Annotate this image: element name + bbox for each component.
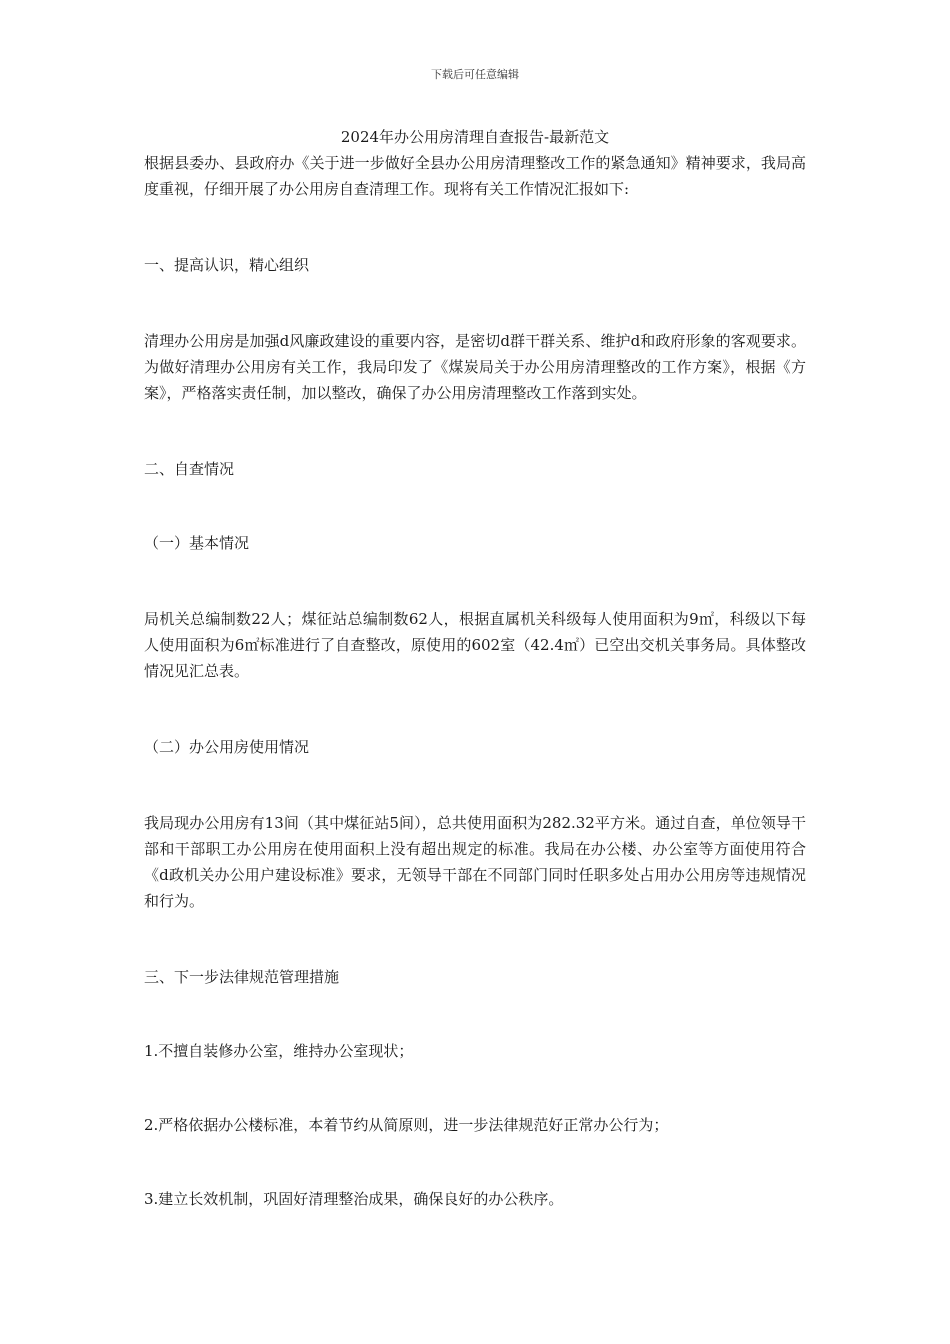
measure-item: 2.严格依据办公楼标准，本着节约从简原则，进一步法律规范好正常办公行为； [144, 1116, 669, 1134]
section-2-sub1-heading: （一）基本情况 [144, 534, 250, 552]
section-2-sub1-body: 局机关总编制数22人；煤征站总编制数62人，根据直属机关科级每人使用面积为9㎡，科级以下每人使用面积为6㎡标准进行了自查整改，原使用的602室（42.4㎡）已空出交机关事务局。具体整改情况见汇总表。 [144, 610, 806, 680]
section-3-heading: 三、下一步法律规范管理措施 [144, 968, 340, 986]
measure-item: 1.不擅自装修办公室，维持办公室现状； [144, 1042, 414, 1060]
document-body [144, 124, 806, 1212]
section-1-body: 清理办公用房是加强d风廉政建设的重要内容，是密切d群干群关系、维护d和政府形象的客观要求。为做好清理办公用房有关工作，我局印发了《煤炭局关于办公用房清理整改的工作方案》，根据《方案》，严格落实责任制，加以整改，确保了办公用房清理整改工作落到实处。 [144, 332, 806, 402]
header-note: 下载后可任意编辑 [431, 68, 519, 81]
spacer [144, 406, 806, 456]
measure-item: 3.建立长效机制，巩固好清理整治成果，确保良好的办公秩序。 [144, 1190, 564, 1208]
section-1-heading: 一、提高认识，精心组织 [144, 256, 310, 274]
spacer [144, 684, 806, 734]
spacer [144, 202, 806, 252]
spacer [144, 556, 806, 606]
spacer [144, 1138, 806, 1186]
section-2-heading: 二、自查情况 [144, 460, 235, 478]
spacer [144, 914, 806, 964]
spacer [144, 278, 806, 328]
spacer [144, 760, 806, 810]
spacer [144, 482, 806, 530]
section-2-sub2-body: 我局现办公用房有13间（其中煤征站5间），总共使用面积为282.32平方米。通过自查，单位领导干部和干部职工办公用房在使用面积上没有超出规定的标准。我局在办公楼、办公室等方面使用符合《d政机关办公用户建设标准》要求，无领导干部在不同部门同时任职多处占用办公用房等违规情况和行为。 [144, 814, 806, 910]
document-title: 2024年办公用房清理自查报告-最新范文 [340, 128, 610, 146]
spacer [144, 990, 806, 1038]
spacer [144, 1064, 806, 1112]
intro-paragraph: 根据县委办、县政府办《关于进一步做好全县办公用房清理整改工作的紧急通知》精神要求，我局高度重视，仔细开展了办公用房自查清理工作。现将有关工作情况汇报如下: [144, 154, 806, 198]
section-2-sub2-heading: （二）办公用房使用情况 [144, 738, 310, 756]
